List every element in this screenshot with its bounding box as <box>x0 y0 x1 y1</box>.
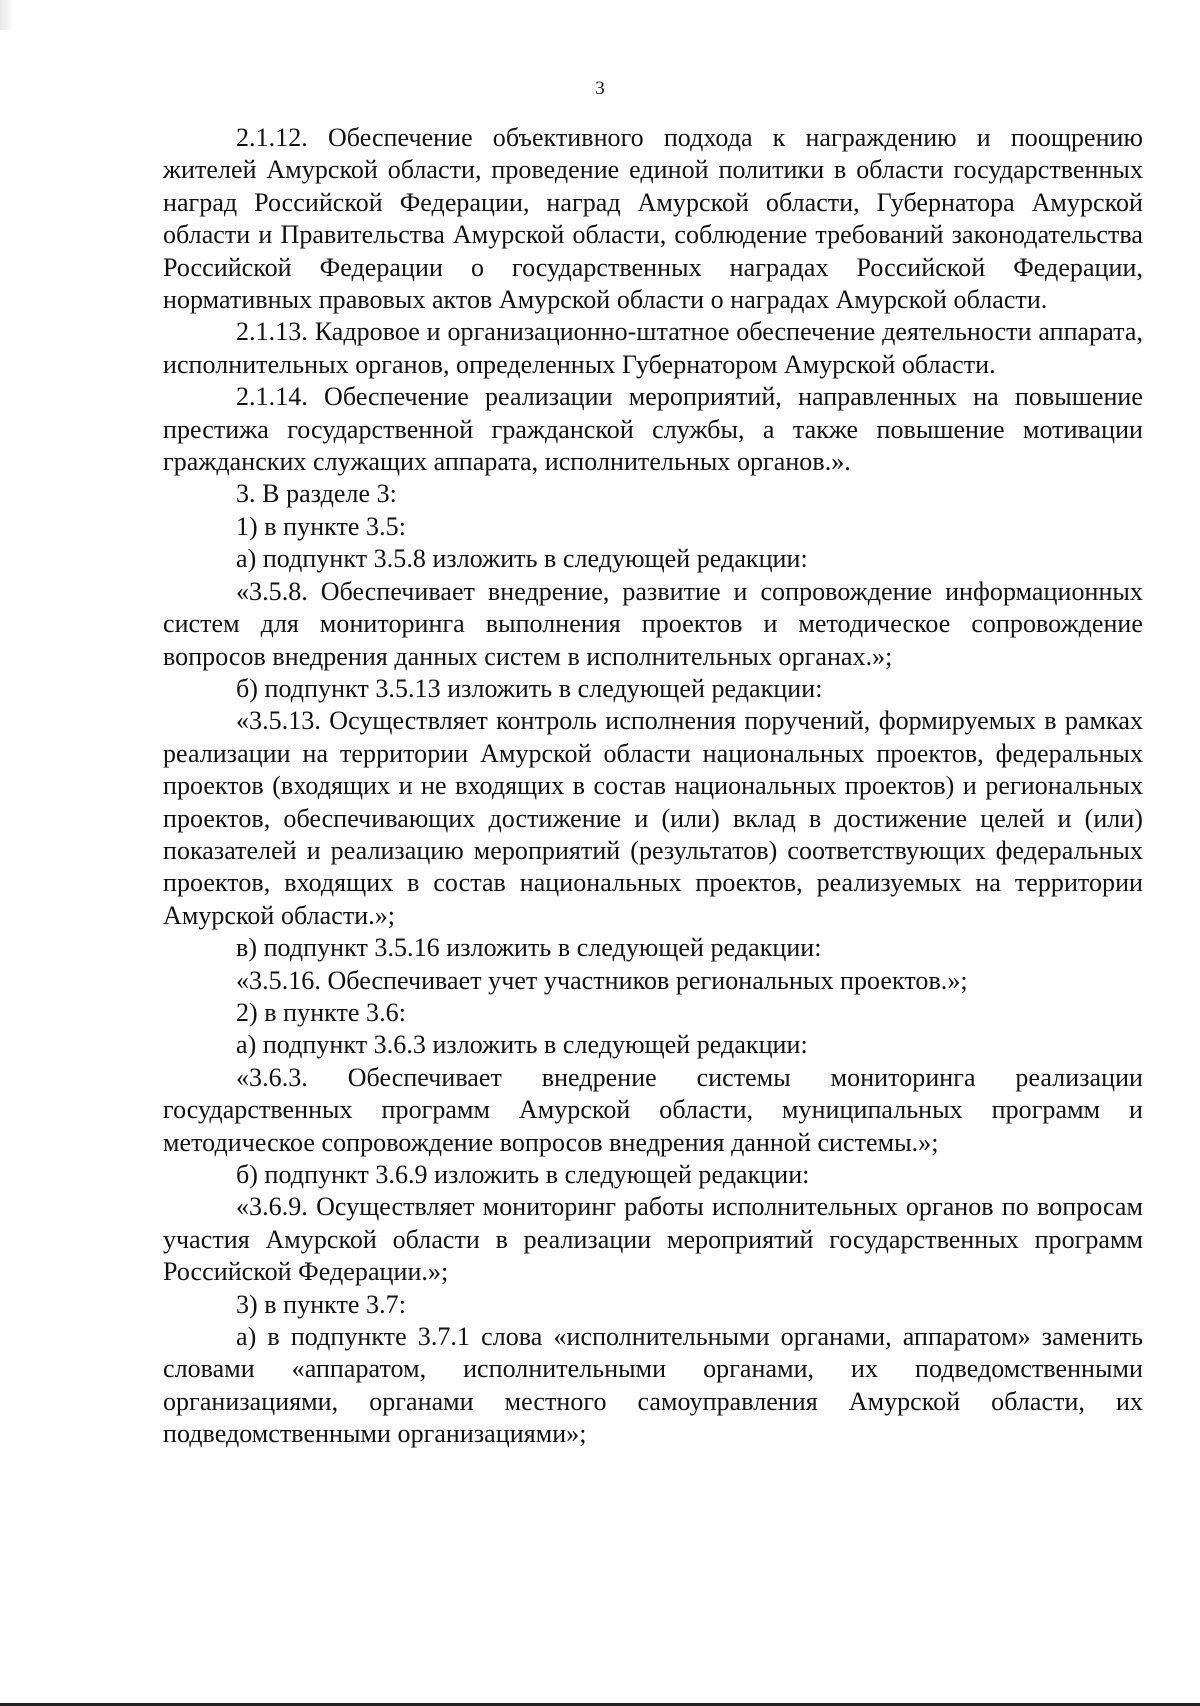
paragraph-section-3: 3. В разделе 3: <box>236 479 397 509</box>
page-number: 3 <box>595 78 605 99</box>
paragraph-item-3-7: 3) в пункте 3.7: <box>236 1289 406 1319</box>
paragraph-item-3-6: 2) в пункте 3.6: <box>236 997 406 1027</box>
paragraph-subitem-3-5-13-intro: б) подпункт 3.5.13 изложить в следующей редакции: <box>236 673 823 703</box>
paragraph-2-1-13: 2.1.13. Кадровое и организационно-штатное обеспечение деятельности аппарата, исполнительных органов, определенных Губернатором Амурской области. <box>163 317 1143 379</box>
paragraph-subitem-3-5-16-intro: в) подпункт 3.5.16 изложить в следующей редакции: <box>236 933 822 963</box>
document-body <box>163 122 1143 1451</box>
paragraph-2-1-12: 2.1.12. Обеспечение объективного подхода к награждению и поощрению жителей Амурской области, проведение единой политики в области государственных наград Российской Федерации, наград Амурской области, Губернатора Амурской области и Правительства Амурской области, соблюдение требований законодательства Российской Федерации о государственных наградах Российской Федерации, нормативных правовых актов Амурской области о наградах Амурской области. <box>163 123 1143 315</box>
paragraph-subitem-3-6-9-intro: б) подпункт 3.6.9 изложить в следующей редакции: <box>236 1160 810 1189</box>
paragraph-3-6-3: «3.6.3. Обеспечивает внедрение системы мониторинга реализации государственных программ Амурской области, муниципальных программ и методическое сопровождение вопросов внедрения данной системы.»; <box>163 1062 1143 1157</box>
paragraph-3-6-9: «3.6.9. Осуществляет мониторинг работы исполнительных органов по вопросам участия Амурской области в реализации мероприятий государственных программ Российской Федерации.»; <box>163 1192 1143 1287</box>
paragraph-subitem-3-5-8-intro: а) подпункт 3.5.8 изложить в следующей редакции: <box>236 544 808 574</box>
paragraph-2-1-14: 2.1.14. Обеспечение реализации мероприятий, направленных на повышение престижа государственной гражданской службы, а также повышение мотивации гражданских служащих аппарата, исполнительных органов.». <box>163 382 1143 477</box>
paragraph-item-3-5: 1) в пункте 3.5: <box>236 511 406 541</box>
scan-artifact <box>0 0 14 30</box>
paragraph-3-5-13: «3.5.13. Осуществляет контроль исполнения поручений, формируемых в рамках реализации на территории Амурской области национальных проектов, федеральных проектов (входящих и не входящих в состав национальных проектов) и региональных проектов, обеспечивающих достижение и (или) вклад в достижение целей и (или) показателей и реализацию мероприятий (результатов) соответствующих федеральных проектов, входящих в состав национальных проектов, реализуемых на территории Амурской области.»; <box>163 706 1143 930</box>
paragraph-3-5-8: «3.5.8. Обеспечивает внедрение, развитие и сопровождение информационных систем для мониторинга выполнения проектов и методическое сопровождение вопросов внедрения данных систем в исполнительных органах.»; <box>163 576 1143 671</box>
paragraph-subitem-3-7-1: а) в подпункте 3.7.1 слова «исполнительными органами, аппаратом» заменить словами «аппаратом, исполнительными органами, их подведомственными организациями, органами местного самоуправления Амурской области, их подведомственными организациями»; <box>163 1322 1143 1449</box>
paragraph-3-5-16: «3.5.16. Обеспечивает учет участников региональных проектов.»; <box>236 965 968 995</box>
paragraph-subitem-3-6-3-intro: а) подпункт 3.6.3 изложить в следующей редакции: <box>236 1030 808 1060</box>
